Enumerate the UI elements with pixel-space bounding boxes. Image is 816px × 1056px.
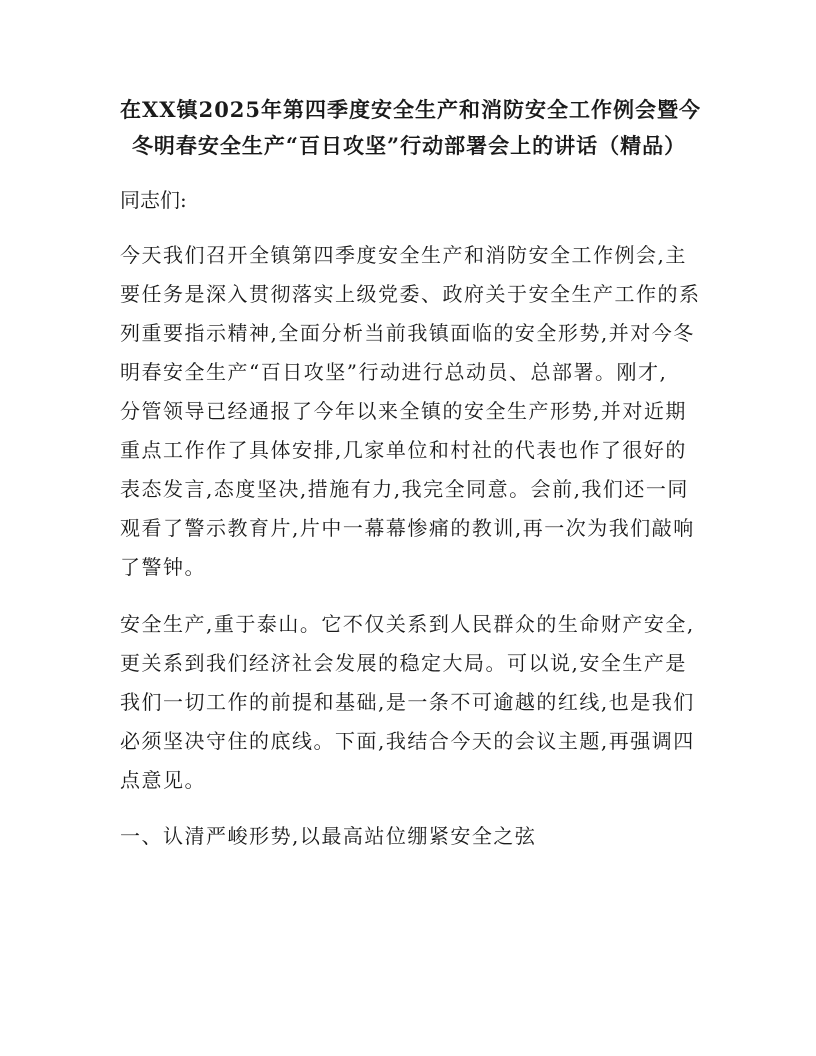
paragraph-1-line: 列重要指示精神,全面分析当前我镇面临的安全形势,并对今冬	[120, 321, 695, 345]
paragraph-2-line: 必须坚决守住的底线。下面,我结合今天的会议主题,再强调四	[120, 729, 695, 753]
greeting: 同志们:	[120, 188, 187, 212]
paragraph-1-line: 明春安全生产“百日攻坚”行动进行总动员、总部署。刚才,	[120, 360, 668, 384]
paragraph-1-line: 了警钟。	[120, 555, 206, 579]
paragraph-2-line: 我们一切工作的前提和基础,是一条不可逾越的红线,也是我们	[120, 690, 695, 714]
paragraph-2	[120, 605, 698, 800]
paragraph-1-line: 今天我们召开全镇第四季度安全生产和消防安全工作例会,主	[120, 243, 687, 267]
paragraph-2-line: 更关系到我们经济社会发展的稳定大局。可以说,安全生产是	[120, 651, 687, 675]
paragraph-1	[120, 236, 701, 587]
paragraph-2-line: 点意见。	[120, 768, 206, 792]
title-line-2: 冬明春安全生产“百日攻坚”行动部署会上的讲话（精品）	[131, 133, 687, 158]
paragraph-1-line: 重点工作作了具体安排,几家单位和村社的代表也作了很好的	[120, 438, 687, 462]
paragraph-2-line: 安全生产,重于泰山。它不仅关系到人民群众的生命财产安全,	[120, 612, 695, 636]
title-line-1: 在XX镇2025年第四季度安全生产和消防安全工作例会暨今	[120, 97, 702, 122]
section-heading-1: 一、认清严峻形势,以最高站位绷紧安全之弦	[120, 824, 537, 848]
paragraph-1-line: 分管领导已经通报了今年以来全镇的安全生产形势,并对近期	[120, 399, 687, 423]
document-title	[120, 92, 702, 164]
paragraph-1-line: 观看了警示教育片,片中一幕幕惨痛的教训,再一次为我们敲响	[120, 516, 695, 540]
paragraph-1-line: 要任务是深入贯彻落实上级党委、政府关于安全生产工作的系	[120, 282, 701, 306]
paragraph-1-line: 表态发言,态度坚决,措施有力,我完全同意。会前,我们还一同	[120, 477, 689, 501]
